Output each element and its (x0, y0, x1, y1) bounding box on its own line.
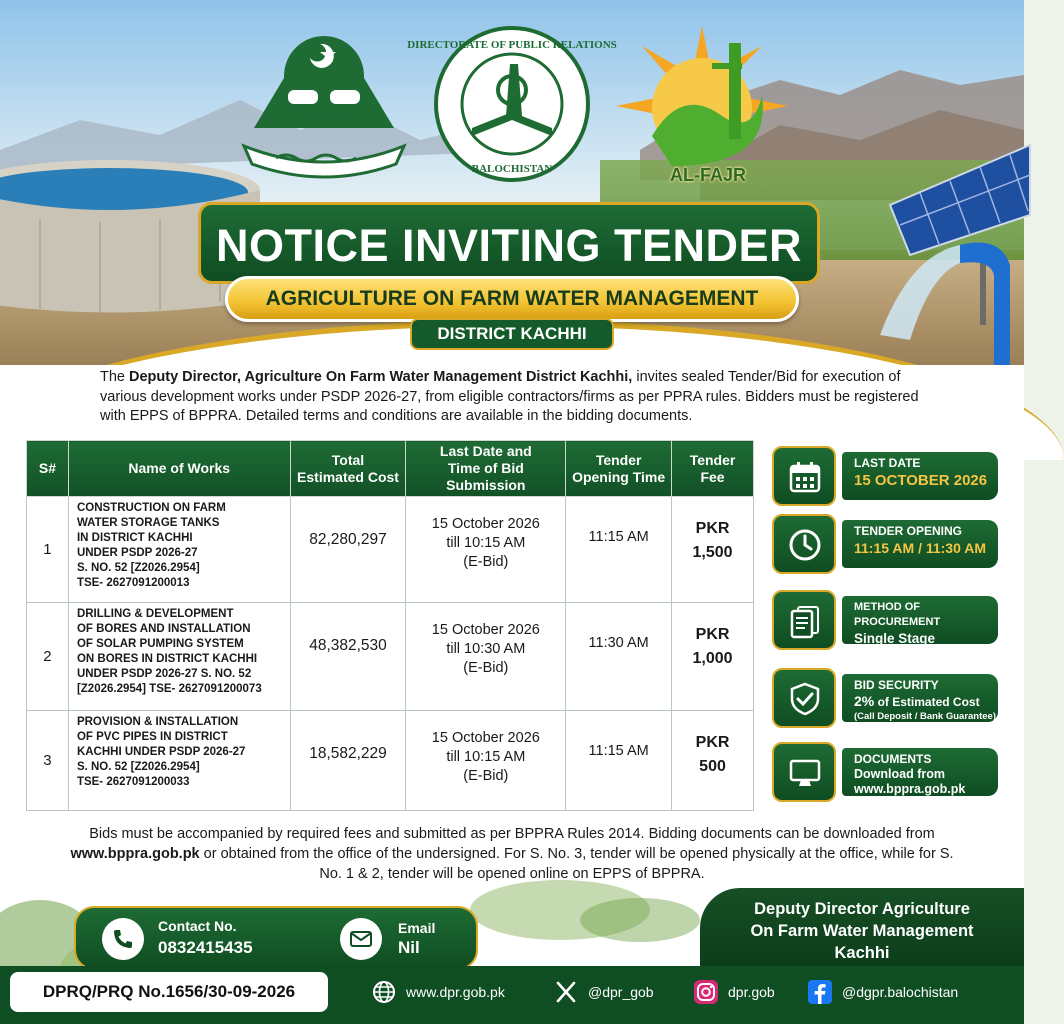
directorate-public-relations-logo (407, 24, 617, 184)
district-badge (410, 318, 614, 350)
header-name-of-works: Name of Works (68, 441, 290, 497)
monitor-icon (788, 756, 822, 790)
card-value: 15 OCTOBER 2026 (854, 472, 988, 489)
card-text (842, 452, 998, 500)
email-value: Nil (398, 938, 420, 957)
instagram-link[interactable] (694, 980, 794, 1008)
cell-opening: 11:30 AM (566, 603, 672, 711)
contact-bar (74, 906, 478, 970)
table-row (27, 711, 754, 811)
header-sno: S# (27, 441, 69, 497)
cell-cost: 48,382,530 (290, 603, 406, 711)
footnote-paragraph (60, 824, 964, 884)
globe-icon (372, 980, 396, 1004)
cell-sno: 3 (27, 711, 69, 811)
facebook-icon (808, 980, 832, 1004)
shield-check-icon (788, 682, 822, 716)
card-label: DOCUMENTS (854, 752, 932, 766)
x-icon (554, 980, 578, 1004)
footnote-text-2: or obtained from the office of the undersigned. For S. No. 3, tender will be opened physically at the office, while for S. No. 1 & 2, tender will be opened online on EPPS of BPPRA. (199, 846, 954, 882)
header-last-date: Last Date and Time of Bid Submission (406, 441, 566, 497)
cell-date: 15 October 2026 till 10:30 AM (E-Bid) (406, 603, 566, 711)
tender-table (26, 440, 754, 811)
phone-label: Contact No. (158, 918, 237, 934)
facebook-handle: @dgpr.balochistan (842, 984, 959, 1000)
header-tender-fee: Tender Fee (672, 441, 754, 497)
phone-number[interactable]: 0832415435 (158, 938, 253, 957)
card-value (854, 693, 998, 711)
card-label: TENDER OPENING (854, 524, 963, 538)
district-name: DISTRICT KACHHI (437, 324, 587, 343)
table-row (27, 497, 754, 603)
svg-text:DIRECTORATE OF PUBLIC RELATION: DIRECTORATE OF PUBLIC RELATIONS (407, 39, 617, 51)
card-link[interactable]: www.bppra.gob.pk (854, 782, 966, 796)
cell-cost: 82,280,297 (290, 497, 406, 603)
instagram-handle: dpr.gob (728, 984, 775, 1000)
intro-text-pre: The (100, 369, 130, 385)
page-title: NOTICE INVITING TENDER (215, 220, 803, 271)
footnote-text-1: Bids must be accompanied by required fees and submitted as per BPPRA Rules 2014. Bidding documents can be downloaded from (89, 826, 935, 842)
cell-fee: PKR 500 (672, 711, 754, 811)
signature-line-1: Deputy Director Agriculture (754, 900, 970, 918)
card-label: BID SECURITY (854, 678, 939, 692)
card-value-line2: Two Envelope (854, 648, 944, 663)
website-link[interactable] (372, 980, 532, 1008)
calendar-icon (788, 460, 822, 494)
card-icon-box (772, 590, 836, 650)
documents-icon (788, 604, 822, 638)
card-text (842, 748, 998, 796)
facebook-link[interactable] (808, 980, 988, 1008)
cell-date: 15 October 2026 till 10:15 AM (E-Bid) (406, 711, 566, 811)
intro-text-post: invites sealed Tender/Bid for execution of various development works under PSDP 2026-27, from eligible contractors/firms as per PPRA rules. Bidders must be registered with EPPS of BPPRA. Detailed terms and conditions are available in the bidding documents. (100, 369, 919, 424)
department-banner (225, 276, 799, 322)
title-banner (198, 202, 820, 284)
cell-sno: 1 (27, 497, 69, 603)
signature-line-2: On Farm Water Management (750, 922, 974, 940)
government-of-balochistan-logo (236, 28, 412, 188)
email-icon-circle (340, 918, 382, 960)
card-procurement-method (772, 590, 998, 663)
cell-opening: 11:15 AM (566, 497, 672, 603)
header-opening-time: Tender Opening Time (566, 441, 672, 497)
prq-number: DPRQ/PRQ No.1656/30-09-2026 (10, 972, 328, 1012)
cell-cost: 18,582,229 (290, 711, 406, 811)
email-icon (349, 927, 373, 951)
card-documents (772, 742, 998, 802)
cell-fee: PKR 1,500 (672, 497, 754, 603)
card-icon-box (772, 446, 836, 506)
signature-block (700, 888, 1024, 976)
solar-pump-illustration (870, 135, 1030, 375)
cell-work: DRILLING & DEVELOPMENT OF BORES AND INSTALLATION OF SOLAR PUMPING SYSTEM ON BORES IN DISTRICT KACHHI UNDER PSDP 2026-27 S. NO. 52 [Z2026.2954] TSE- 2627091200073 (68, 603, 290, 711)
table-row (27, 603, 754, 711)
header-total-cost: Total Estimated Cost (290, 441, 406, 497)
card-value-rest: of Estimated Cost (874, 695, 980, 709)
phone-icon (111, 927, 135, 951)
svg-text:BALOCHISTAN: BALOCHISTAN (471, 163, 553, 175)
x-handle: @dpr_gob (588, 984, 654, 1000)
cell-sno: 2 (27, 603, 69, 711)
card-icon-box (772, 742, 836, 802)
al-fajr-label: AL-FAJR (670, 165, 746, 185)
card-label: METHOD OF PROCUREMENT (854, 601, 941, 628)
card-label: LAST DATE (854, 456, 921, 470)
table-header-row (27, 441, 754, 497)
card-value-line1: Download from (854, 767, 945, 781)
card-icon-box (772, 514, 836, 574)
bppra-link[interactable]: www.bppra.gob.pk (70, 846, 200, 862)
phone-icon-circle (102, 918, 144, 960)
card-tender-opening (772, 514, 998, 574)
card-text (842, 520, 998, 568)
intro-paragraph (100, 368, 930, 427)
department-name: AGRICULTURE ON FARM WATER MANAGEMENT (265, 287, 759, 310)
intro-text-bold: Deputy Director, Agriculture On Farm Water Management District Kachhi, (129, 369, 633, 385)
card-bid-security (772, 668, 998, 728)
cell-opening: 11:15 AM (566, 711, 672, 811)
cell-date: 15 October 2026 till 10:15 AM (E-Bid) (406, 497, 566, 603)
card-text (842, 674, 998, 722)
card-last-date (772, 446, 998, 506)
card-value: 11:15 AM / 11:30 AM (854, 540, 987, 556)
cell-work: CONSTRUCTION ON FARM WATER STORAGE TANKS IN DISTRICT KACHHI UNDER PSDP 2026-27 S. NO. 52 [Z2026.2954] TSE- 2627091200013 (68, 497, 290, 603)
cell-fee: PKR 1,000 (672, 603, 754, 711)
signature-line-3: Kachhi (834, 944, 890, 962)
card-icon-box (772, 668, 836, 728)
card-value-line1: Single Stage (854, 631, 936, 646)
card-note: (Call Deposit / Bank Guarantee) (854, 711, 997, 722)
website-text: www.dpr.gob.pk (406, 984, 505, 1000)
instagram-icon (694, 980, 718, 1004)
x-link[interactable] (554, 980, 674, 1008)
cell-work: PROVISION & INSTALLATION OF PVC PIPES IN DISTRICT KACHHI UNDER PSDP 2026-27 S. NO. 52 [Z2026.2954] TSE- 2627091200033 (68, 711, 290, 811)
card-value-percent: 2% (854, 693, 875, 709)
clock-icon (788, 528, 822, 562)
email-label: Email (398, 920, 436, 936)
card-text (842, 596, 998, 663)
